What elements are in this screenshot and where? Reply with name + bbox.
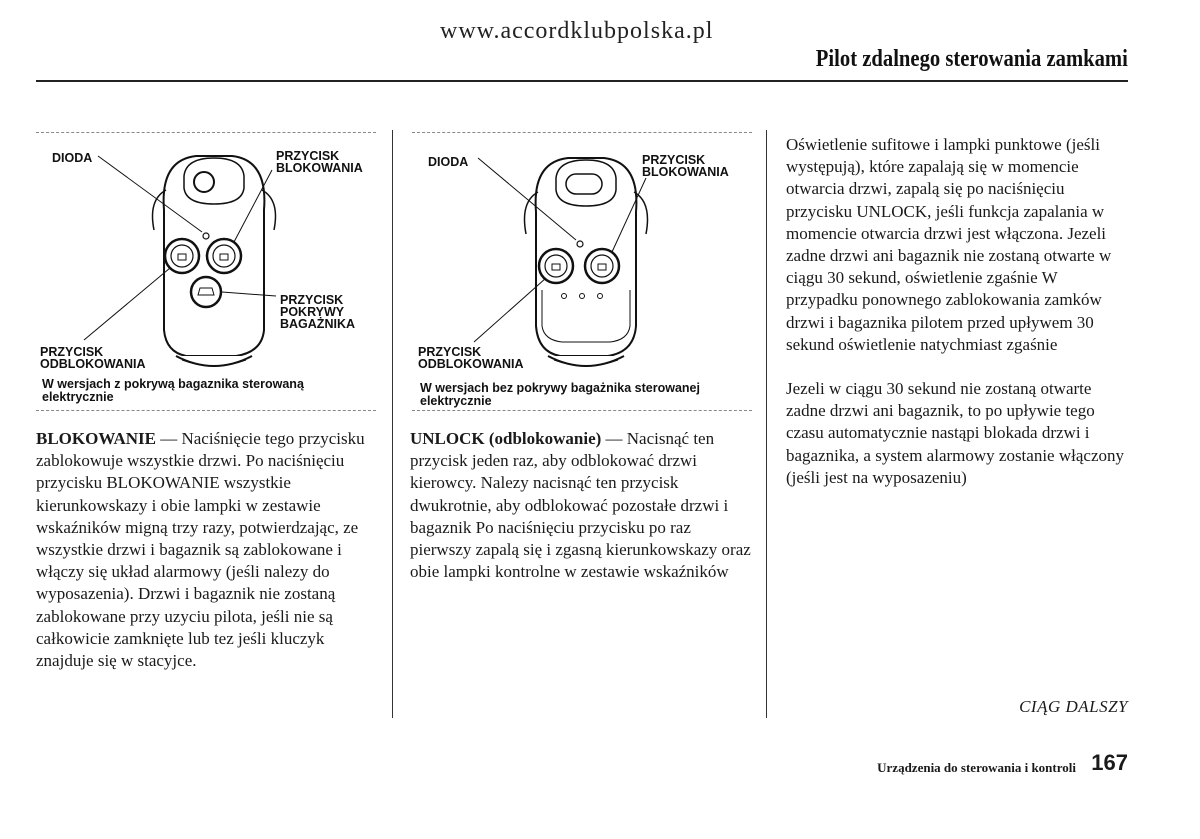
column-divider-1 <box>392 130 393 718</box>
label-diode: DIODA <box>428 155 469 169</box>
label-diode: DIODA <box>52 151 93 165</box>
text-column-right <box>786 134 1128 489</box>
site-url: www.accordklubpolska.pl <box>440 18 714 44</box>
body-lock: Naciśnięcie tego przycisku zablokowuje wszystkie drzwi. Po naciśnięciu przycisku BLOKOWANIE wszystkie kierunkowskazy i obie lampki w zestawie wskaźników migną trzy razy, potwierdzając, ze wszystkie drzwi i bagaznik są zablokowane i włączy się układ alarmowy (jeśli nalezy do wyposazenia). Drzwi i bagaznik nie zostaną zablokowane przy uzyciu pilota, jeśli nie są całkowicie zamknięte lub tez jeśli kluczyk znajduje się w stacyjce. <box>36 429 365 671</box>
label-trunk-button-2: POKRYWY <box>280 305 345 319</box>
heading-dash: — <box>155 429 182 448</box>
paragraph-autolock: Jezeli w ciągu 30 sekund nie zostaną otwarte zadne drzwi ani bagaznik, to po upływie tego czasu automatycznie nastąpi blokada drzwi i bagaznika, a system alarmowy zostanie włączony (jeśli jest na wyposazeniu) <box>786 379 1124 487</box>
heading-dash: — <box>601 429 627 448</box>
label-unlock-button-1: PRZYCISK <box>418 345 482 359</box>
label-lock-button-2: BLOKOWANIA <box>276 161 363 175</box>
label-lock-button-2: BLOKOWANIA <box>642 165 729 179</box>
text-column-left <box>36 428 380 672</box>
figure-middle <box>412 130 754 414</box>
text-column-middle <box>410 428 754 583</box>
paragraph-unlock <box>410 428 754 583</box>
page-number: 167 <box>1091 750 1128 775</box>
paragraph-lights: Oświetlenie sufitowe i lampki punktowe (jeśli występują), które zapalają się w momencie otwarcia drzwi, zapalą się po naciśnięciu przycisku UNLOCK, jeśli funkcja zapalania w momencie otwarcia drzwi jest włączona. Jezeli zadne drzwi ani bagaznik nie zostaną otwarte w ciągu 30 sekund, oświetlenie zgaśnie W przypadku ponownego zablokowania zamków drzwi i bagaznika pilotem przed upływem 30 sekund oświetlenie natychmiast zgaśnie <box>786 135 1112 354</box>
continued-label: CIĄG DALSZY <box>1019 697 1128 716</box>
footer-section-name: Urządzenia do sterowania i kontroli <box>877 760 1076 775</box>
column-divider-2 <box>766 130 767 718</box>
label-unlock-button-2: ODBLOKOWANIA <box>40 357 146 371</box>
header-rule <box>36 80 1128 82</box>
label-lock-button-1: PRZYCISK <box>642 153 706 167</box>
heading-unlock: UNLOCK (odblokowanie) <box>410 429 602 448</box>
figure-left <box>36 130 378 414</box>
figure-bottom-dash <box>36 410 376 411</box>
paragraph-lock <box>36 428 380 672</box>
label-trunk-button-1: PRZYCISK <box>280 293 344 307</box>
figure-caption: W wersjach z pokrywą bagaznika sterowaną elektrycznie <box>42 377 304 404</box>
heading-lock: BLOKOWANIE <box>36 429 156 448</box>
body-unlock: Nacisnąć ten przycisk jeden raz, aby odblokować drzwi kierowcy. Nalezy nacisnąć ten przycisk dwukrotnie, aby odblokować pozostałe drzwi i bagaznik Po naciśnięciu przycisku po raz pierwszy zapalą się i zgasną kierunkowskazy oraz obie lampki kontrolne w zestawie wskaźników <box>410 429 751 582</box>
label-unlock-button-2: ODBLOKOWANIA <box>418 357 524 371</box>
figure-caption: W wersjach bez pokrywy bagażnika sterowanej elektrycznie <box>420 381 700 408</box>
label-unlock-button-1: PRZYCISK <box>40 345 104 359</box>
section-title: Pilot zdalnego sterowania zamkami <box>815 46 1128 72</box>
figure-bottom-dash <box>412 410 752 411</box>
label-lock-button-1: PRZYCISK <box>276 149 340 163</box>
label-trunk-button-3: BAGAŻNIKA <box>280 317 355 331</box>
